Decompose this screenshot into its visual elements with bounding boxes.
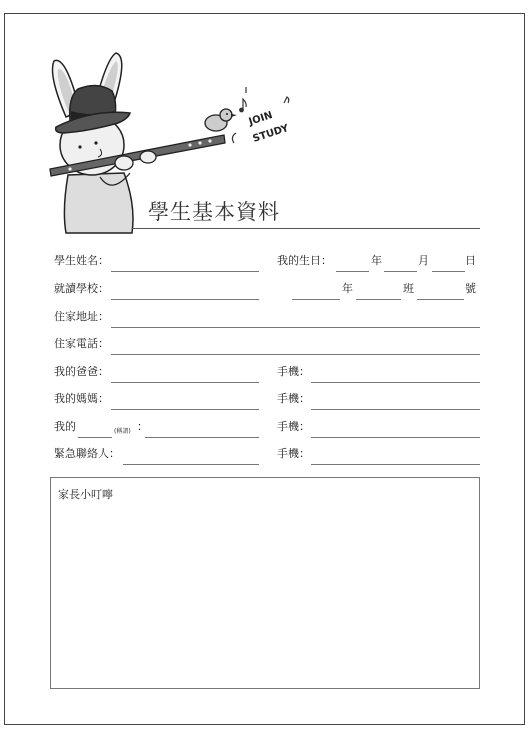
relation-field[interactable] [78, 437, 112, 438]
birth-day-field[interactable] [432, 271, 465, 272]
rabbit-body-icon [64, 173, 133, 233]
relation-colon: ： [137, 420, 148, 433]
dad-field[interactable] [111, 382, 259, 383]
emergency-label: 緊急聯絡人： [54, 447, 120, 460]
seat-field[interactable] [417, 299, 464, 300]
dad-label: 我的爸爸： [54, 365, 109, 378]
title-divider [132, 228, 480, 229]
phone-field[interactable] [111, 354, 480, 355]
birth-month-unit: 月 [418, 254, 429, 267]
mom-label: 我的媽媽： [54, 392, 109, 405]
relation-hint: (稱謂) [114, 428, 131, 435]
mom-mobile-label: 手機： [277, 392, 310, 405]
dad-mobile-field[interactable] [311, 382, 480, 383]
phone-label: 住家電話： [54, 337, 109, 350]
grade-field[interactable] [292, 299, 340, 300]
class-field[interactable] [356, 299, 401, 300]
mom-mobile-field[interactable] [311, 409, 480, 410]
name-field[interactable] [111, 271, 259, 272]
mom-field[interactable] [111, 409, 259, 410]
school-field[interactable] [111, 299, 259, 300]
address-field[interactable] [111, 327, 480, 328]
parent-notes-title: 家長小叮嚀 [58, 488, 113, 501]
birth-year-unit: 年 [371, 254, 382, 267]
birth-month-field[interactable] [384, 271, 417, 272]
emergency-mobile-field[interactable] [311, 464, 480, 465]
birth-year-field[interactable] [336, 271, 369, 272]
relation-mobile-field[interactable] [311, 437, 480, 438]
grade-unit: 年 [342, 282, 353, 295]
birth-day-unit: 日 [465, 254, 476, 267]
relation-mobile-label: 手機： [277, 420, 310, 433]
birthday-label: 我的生日： [277, 254, 332, 267]
badge-line1: JOIN [247, 109, 275, 128]
badge-line2: STUDY [251, 122, 291, 145]
class-unit: 班 [403, 282, 414, 295]
relation-name-field[interactable] [145, 437, 259, 438]
parent-notes-box[interactable] [50, 477, 480, 689]
school-label: 就讀學校： [54, 282, 109, 295]
my-relation-label: 我的 [54, 420, 76, 433]
emergency-mobile-label: 手機： [277, 447, 310, 460]
address-label: 住家地址： [54, 310, 109, 323]
seat-unit: 號 [465, 282, 476, 295]
dad-mobile-label: 手機： [277, 365, 310, 378]
page-title: 學生基本資料 [148, 200, 280, 224]
name-label: 學生姓名： [54, 254, 109, 267]
emergency-field[interactable] [123, 464, 259, 465]
